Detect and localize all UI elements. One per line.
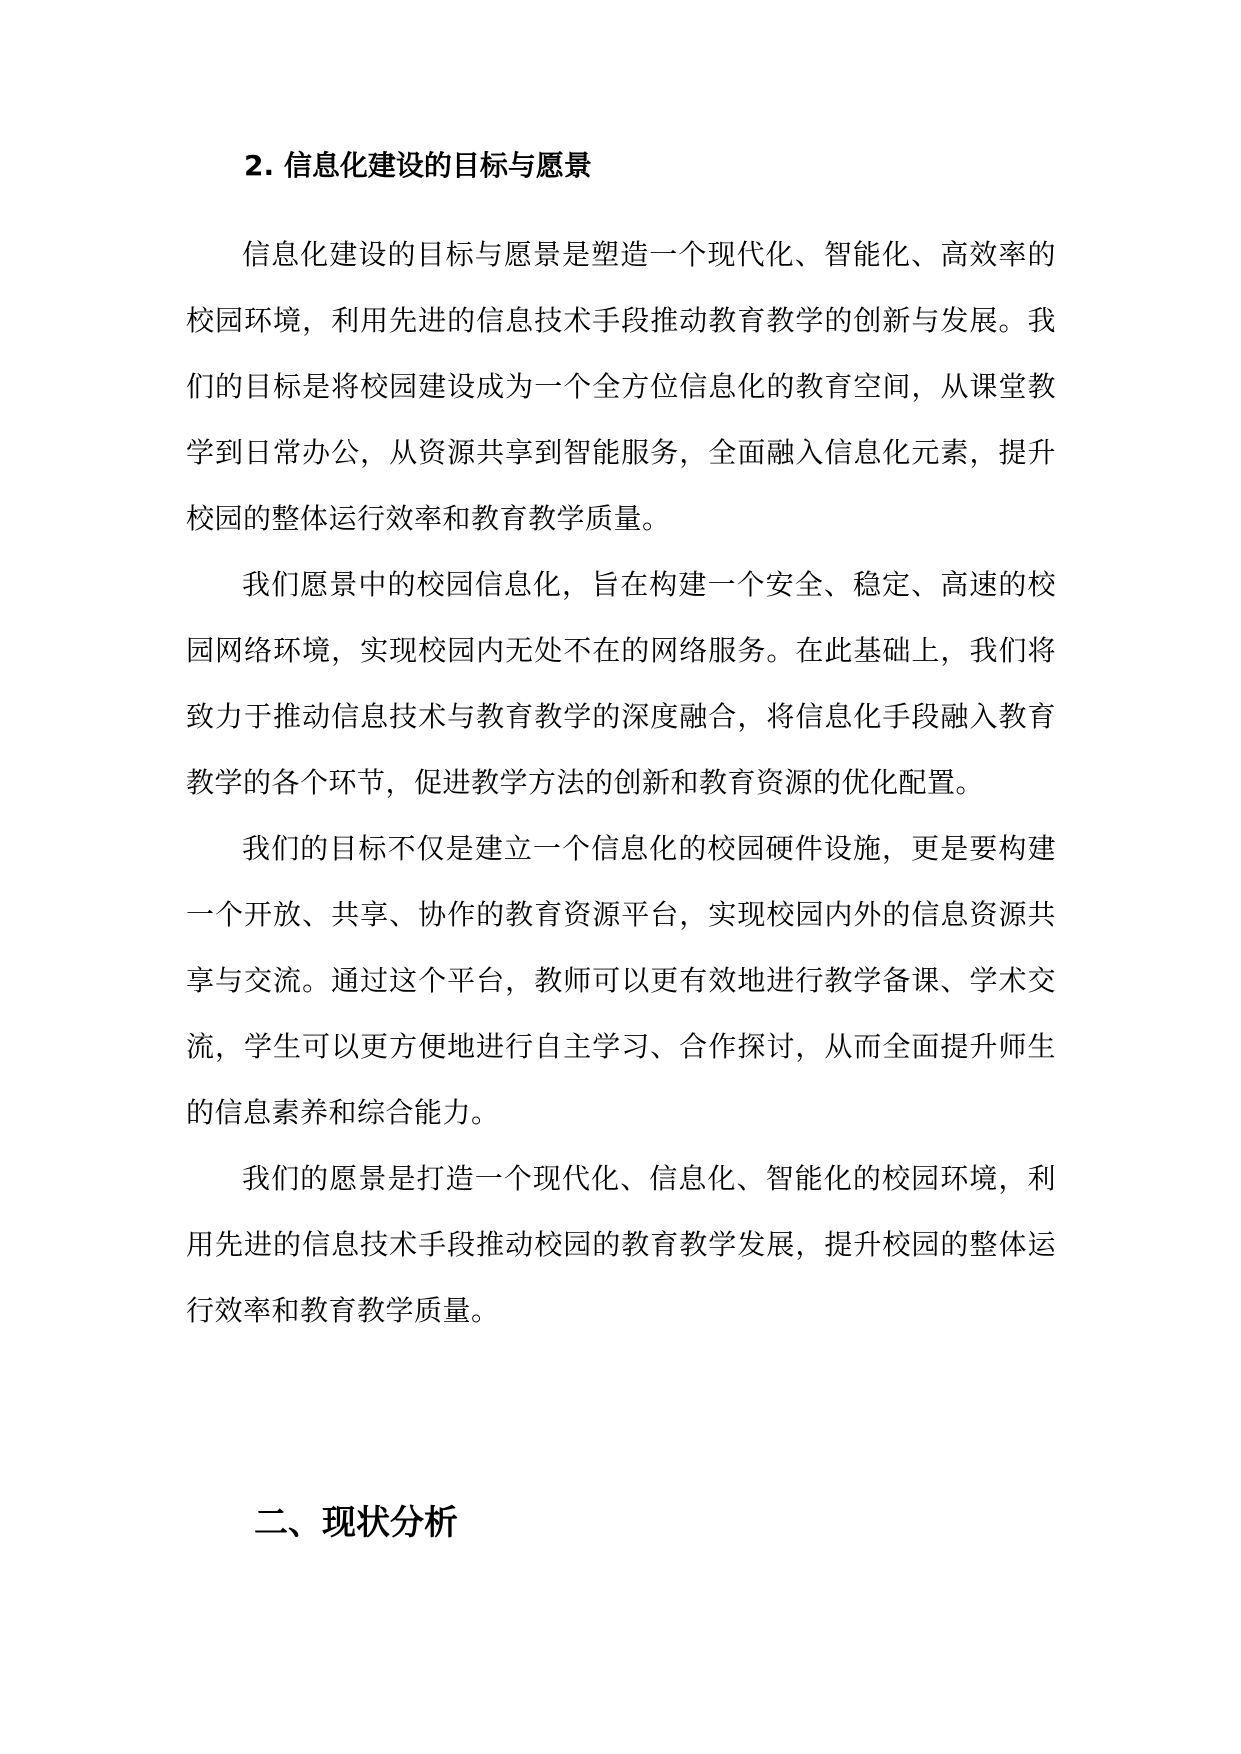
section-title: 二、现状分析 (254, 1503, 458, 1543)
paragraph-1: 信息化建设的目标与愿景是塑造一个现代化、智能化、高效率的校园环境，利用先进的信息技术手段推动教育教学的创新与发展。我们的目标是将校园建设成为一个全方位信息化的教育空间，从课堂教学到日常办公，从资源共享到智能服务，全面融入信息化元素，提升校园的整体运行效率和教育教学质量。 (186, 238, 1056, 535)
subheading: 2. 信息化建设的目标与愿景 (244, 149, 592, 182)
paragraph-2: 我们愿景中的校园信息化，旨在构建一个安全、稳定、高速的校园网络环境，实现校园内无处不在的网络服务。在此基础上，我们将致力于推动信息技术与教育教学的深度融合，将信息化手段融入教育教学的各个环节，促进教学方法的创新和教育资源的优化配置。 (186, 568, 1056, 799)
document-body (186, 144, 1056, 1344)
paragraph-3: 我们的目标不仅是建立一个信息化的校园硬件设施，更是要构建一个开放、共享、协作的教育资源平台，实现校园内外的信息资源共享与交流。通过这个平台，教师可以更有效地进行教学备课、学术交流，学生可以更方便地进行自主学习、合作探讨，从而全面提升师生的信息素养和综合能力。 (186, 832, 1056, 1129)
paragraph-4: 我们的愿景是打造一个现代化、信息化、智能化的校园环境，利用先进的信息技术手段推动校园的教育教学发展，提升校园的整体运行效率和教育教学质量。 (186, 1162, 1056, 1327)
